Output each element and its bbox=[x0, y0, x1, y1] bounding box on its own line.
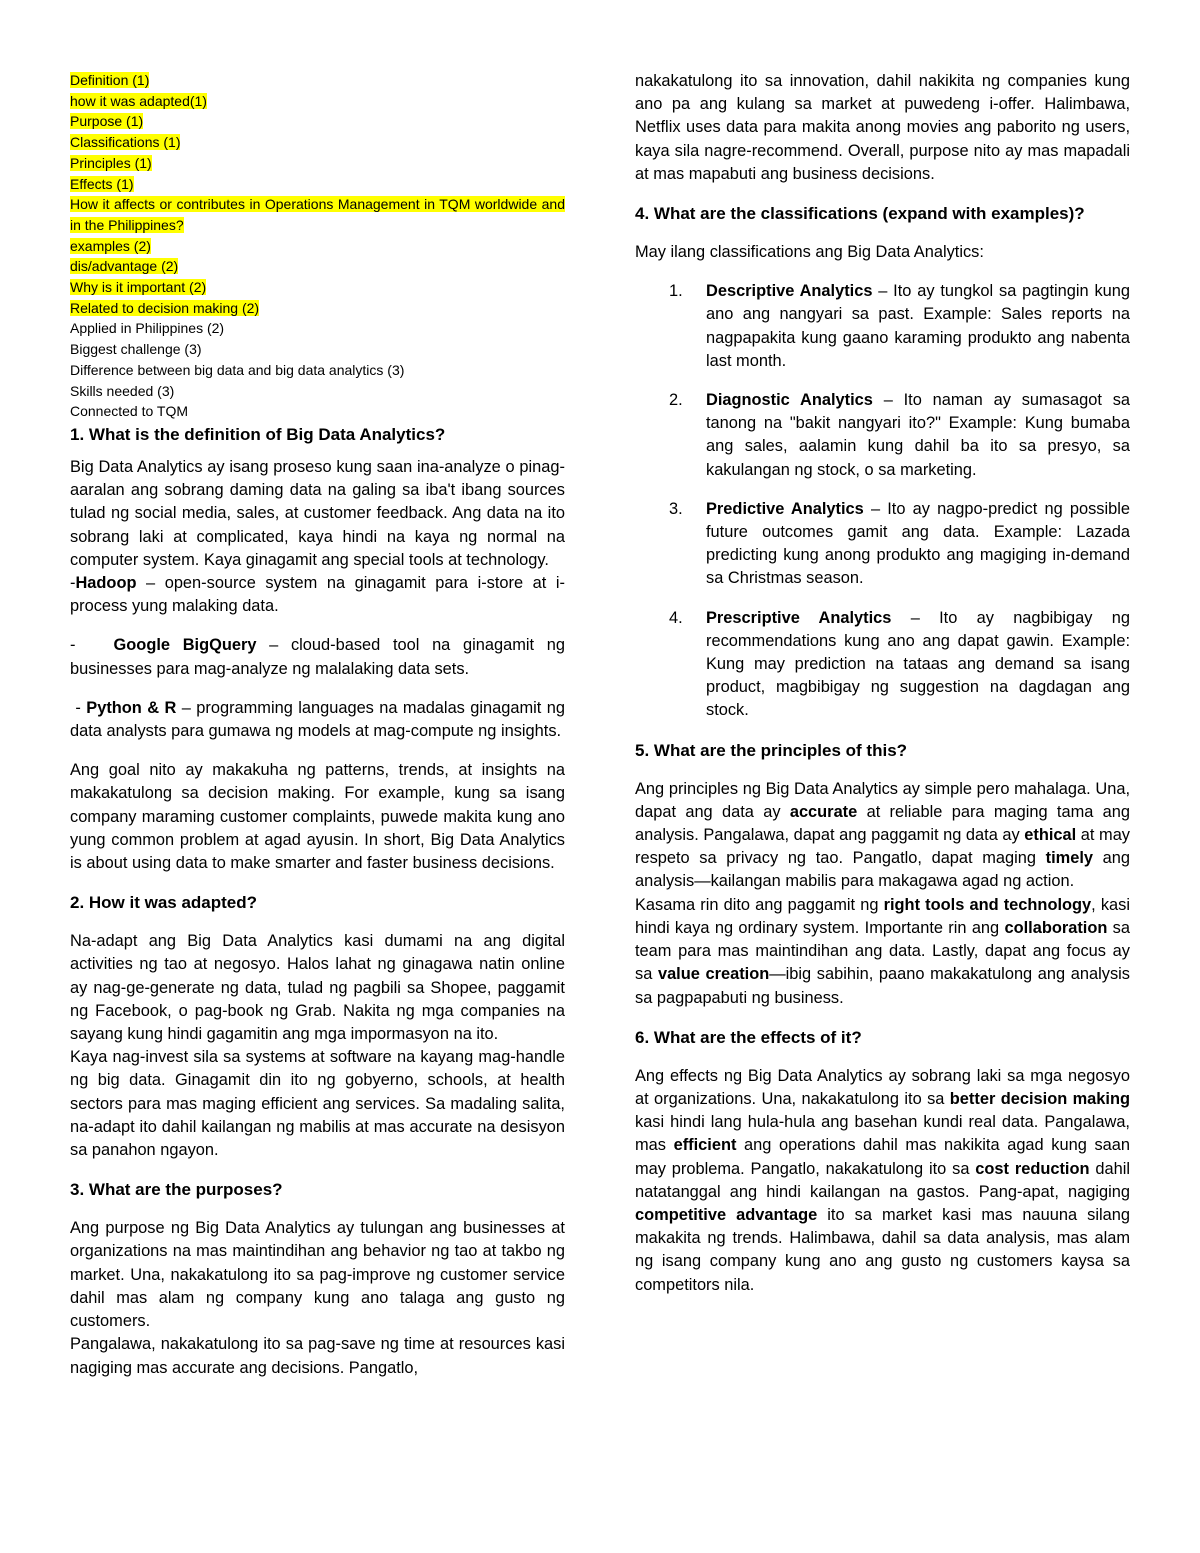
todo-item: How it affects or contributes in Operations Management in TQM worldwide and in the Philippines? bbox=[70, 196, 565, 233]
todo-item: Why is it important (2) bbox=[70, 279, 207, 296]
q1-goal-paragraph: Ang goal nito ay makakuha ng patterns, trends, at insights na makakatulong sa decision making. For example, kung sa isang company maraming customer complaints, puwede makita kung ano yung common problem at agad ayusin. In short, Big Data Analytics is about using data to make smarter and faster business decisions. bbox=[70, 761, 565, 873]
q4-intro: May ilang classifications ang Big Data Analytics: bbox=[635, 243, 984, 262]
q1-tool-python-r: - Python & R – programming languages na madalas ginagamit ng data analysts para gumawa ng models at mag-compute ng insights. bbox=[70, 698, 565, 741]
q3-heading: 3. What are the purposes? bbox=[70, 1180, 283, 1200]
q3-paragraph-continued: nakakatulong ito sa innovation, dahil nakikita ng companies kung ano pa ang kulang sa market at puwedeng i-offer. Halimbawa, Netflix uses data para makita anong movies ang paborito ng users, kaya sila nagre-recommend. Overall, purpose nito ay mas mapadali at mas mapabuti ang business decisions. bbox=[635, 72, 1130, 183]
list-item: 1. Descriptive Analytics – Ito ay tungkol sa pagtingin kung ano ang nangyari sa past. Example: Sales reports na nagpapakita kung gaano karaming produkto ang nabenta last month. bbox=[669, 282, 1130, 370]
q1-paragraph: Big Data Analytics ay isang proseso kung saan ina-analyze o pinag-aaralan ang sobrang daming data na galing sa iba't ibang sources tulad ng social media, sales, at customer feedback. Ang data na ito sobrang laki at complicated, kaya hindi na kaya ng normal na computer system. Kaya ginagamit ang special tools at technology. bbox=[70, 458, 565, 569]
q4-heading: 4. What are the classifications (expand with examples)? bbox=[635, 204, 1085, 224]
todo-item: examples (2) bbox=[70, 237, 151, 254]
q2-heading: 2. How it was adapted? bbox=[70, 893, 258, 913]
list-item: 2. Diagnostic Analytics – Ito naman ay sumasagot sa tanong na "bakit nangyari ito?" Example: Kung bumaba ang sales, aalamin kung dahil ba ito sa presyo, sa kakulangan ng stock, o sa marketing. bbox=[669, 391, 1131, 479]
q5-paragraph: Ang principles ng Big Data Analytics ay simple pero mahalaga. Una, dapat ang data ay accurate at reliable para maging tama ang analysis. Pangalawa, dapat ang paggamit ng data ay ethical at may respeto sa privacy ng tao. Pangatlo, dapat maging timely ang analysis—kailangan mabilis para makagawa agad ng action. bbox=[635, 779, 1131, 891]
todo-item: Skills needed (3) bbox=[70, 382, 175, 399]
q6-heading: 6. What are the effects of it? bbox=[635, 1027, 862, 1047]
todo-list bbox=[70, 70, 565, 422]
todo-item: Connected to TQM bbox=[70, 403, 189, 420]
q2-paragraph: Na-adapt ang Big Data Analytics kasi dumami na ang digital activities ng tao at negosyo. Halos lahat ng ginagawa natin online ay nag-ge-generate ng data, tulad ng pagbili sa Shopee, paggamit ng Facebook, o pag-book ng Grab. Nakita ng mga companies na sayang kung hindi gagamitin ang mga impormasyon na ito. bbox=[70, 932, 565, 1044]
right-body bbox=[635, 70, 1130, 1297]
q3-paragraph-2: Pangalawa, nakakatulong ito sa pag-save ng time at resources kasi nagiging mas accurate ang decisions. Pangatlo, bbox=[70, 1335, 565, 1377]
todo-item: Related to decision making (2) bbox=[70, 299, 260, 316]
q3-paragraph: Ang purpose ng Big Data Analytics ay tulungan ang businesses at organizations na mas maintindihan ang behavior ng tao at takbo ng market. Una, nakakatulong ito sa pag-improve ng customer service dahil mas alam ng company kung ano talaga ang gusto ng customers. bbox=[70, 1219, 565, 1331]
q1-heading: 1. What is the definition of Big Data Analytics? bbox=[70, 425, 446, 444]
todo-item: dis/advantage (2) bbox=[70, 258, 179, 275]
q5-heading: 5. What are the principles of this? bbox=[635, 740, 908, 760]
todo-item: Applied in Philippines (2) bbox=[70, 320, 225, 337]
classification-list bbox=[635, 280, 1130, 722]
list-item: 4. Prescriptive Analytics – Ito ay nagbibigay ng recommendations kung ano ang dapat gawin. Example: Kung may prediction na tataas ang demand sa isang product, magbibigay ng suggestion na dagdagan ang stock. bbox=[669, 608, 1130, 720]
q2-paragraph-2: Kaya nag-invest sila sa systems at software na kayang mag-handle ng big data. Ginagamit din ito ng gobyerno, schools, at health sectors para mas maging efficient ang services. Sa madaling salita, na-adapt ito dahil kailangan ng mabilis at mas accurate na desisyon sa panahon ngayon. bbox=[70, 1048, 565, 1160]
left-body bbox=[70, 423, 565, 1380]
q1-tool-bigquery: - Google BigQuery – cloud-based tool na ginagamit ng businesses para mag-analyze ng malalaking data sets. bbox=[70, 636, 565, 678]
q1-tool-hadoop: -Hadoop – open-source system na ginagamit para i-store at i-process yung malaking data. bbox=[70, 574, 565, 616]
todo-item: Biggest challenge (3) bbox=[70, 341, 202, 358]
todo-item: Effects (1) bbox=[70, 175, 134, 192]
todo-item: how it was adapted(1) bbox=[70, 92, 207, 109]
q6-paragraph: Ang effects ng Big Data Analytics ay sobrang laki sa mga negosyo at organizations. Una, nakakatulong ito sa better decision making kasi hindi lang hula-hula ang basehan kundi real data. Pangalawa, mas efficient ang operations dahil mas nakikita agad kung saan may problema. Pangatlo, nakakatulong ito sa cost reduction dahil natatanggal ang hindi kailangan na gastos. Pang-apat, nagiging competitive advantage ito sa market kasi mas nauuna silang makakita ng trends. Halimbawa, dahil sa data analysis, mas alam ng isang company kung ano ang gusto ng customers kaysa sa competitors nila. bbox=[635, 1066, 1130, 1294]
todo-item: Definition (1) bbox=[70, 72, 150, 88]
q5-paragraph-2: Kasama rin dito ang paggamit ng right tools and technology, kasi hindi kaya ng ordinary system. Importante rin ang collaboration sa team para mas maintindihan ang data. Lastly, dapat ang focus ay sa value creation—ibig sabihin, paano makakatulong ang analysis sa pagpapabuti ng business. bbox=[635, 895, 1130, 1007]
todo-item: Purpose (1) bbox=[70, 113, 144, 130]
todo-item: Principles (1) bbox=[70, 154, 152, 171]
todo-item: Classifications (1) bbox=[70, 134, 181, 151]
list-item: 3. Predictive Analytics – Ito ay nagpo-predict ng possible future outcomes gamit ang data. Example: Lazada predicting kung anong produkto ang magiging in-demand sa Christmas season. bbox=[669, 499, 1130, 588]
todo-item: Difference between big data and big data analytics (3) bbox=[70, 361, 405, 378]
